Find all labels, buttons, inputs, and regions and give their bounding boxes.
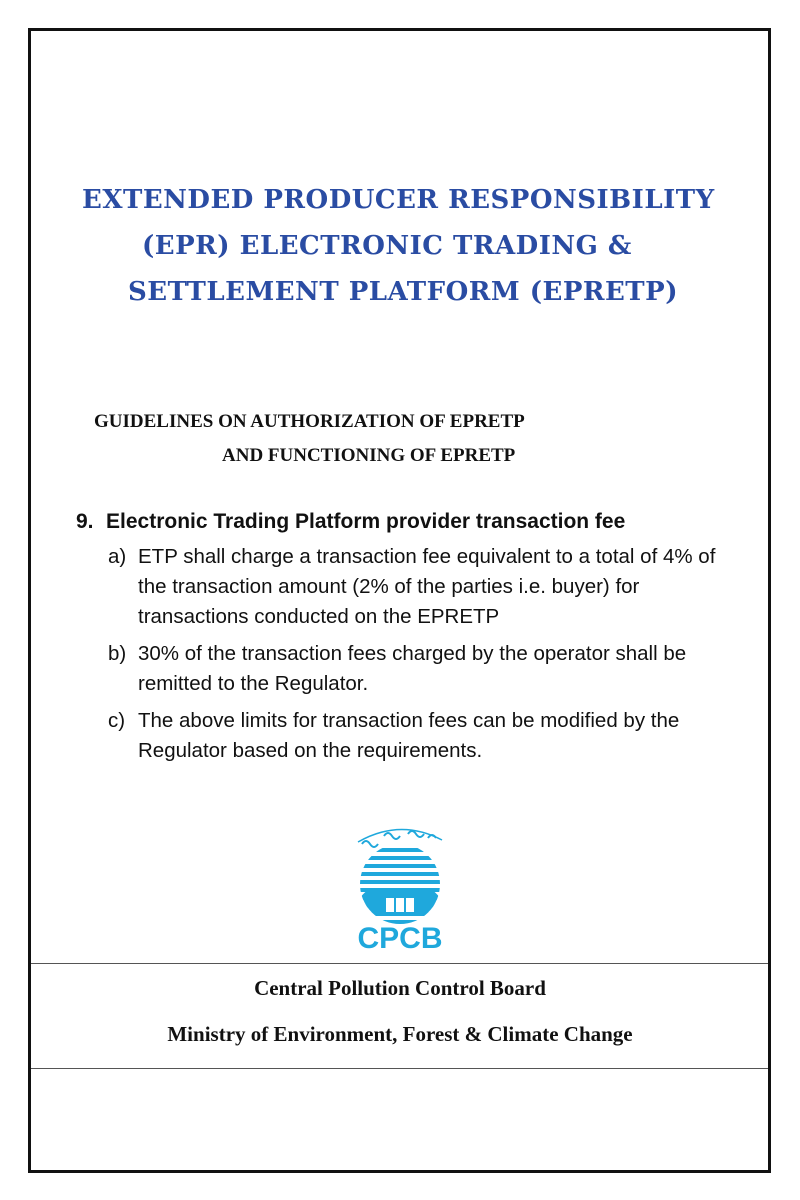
organization-name: Central Pollution Control Board (254, 976, 546, 1000)
section-heading-text: Electronic Trading Platform provider transaction fee (106, 510, 626, 533)
ministry-name: Ministry of Environment, Forest & Climate Change (167, 1022, 633, 1046)
cpcb-emblem-icon (330, 820, 470, 955)
subtitle-line-2: AND FUNCTIONING OF EPRETP (222, 445, 516, 466)
item-text: The above limits for transaction fees can be modified by the Regulator based on the requirements. (138, 709, 680, 762)
footer-top-divider (31, 963, 768, 964)
fee-rules-list (108, 542, 748, 773)
list-item (108, 639, 748, 699)
title-line-1: EXTENDED PRODUCER RESPONSIBILITY (82, 185, 715, 215)
section-number: 9. (76, 510, 94, 533)
item-letter: b) (108, 642, 127, 665)
logo-text: CPCB (357, 922, 443, 955)
list-item (108, 542, 748, 632)
cpcb-logo (330, 820, 470, 955)
list-item (108, 706, 748, 766)
title-line-2: (EPR) ELECTRONIC TRADING & (142, 231, 632, 261)
item-text: ETP shall charge a transaction fee equivalent to a total of 4% of the transaction amount (2% of the parties i.e. buyer) for transactions conducted on the EPRETP (138, 545, 716, 628)
title-line-3: SETTLEMENT PLATFORM (EPRETP) (128, 277, 678, 307)
item-text: 30% of the transaction fees charged by the operator shall be remitted to the Regulator. (138, 642, 687, 695)
item-letter: c) (108, 709, 126, 732)
footer-bottom-divider (31, 1068, 768, 1069)
item-letter: a) (108, 545, 127, 568)
section-heading (76, 510, 625, 534)
subtitle-line-1: GUIDELINES ON AUTHORIZATION OF EPRETP (94, 411, 525, 432)
